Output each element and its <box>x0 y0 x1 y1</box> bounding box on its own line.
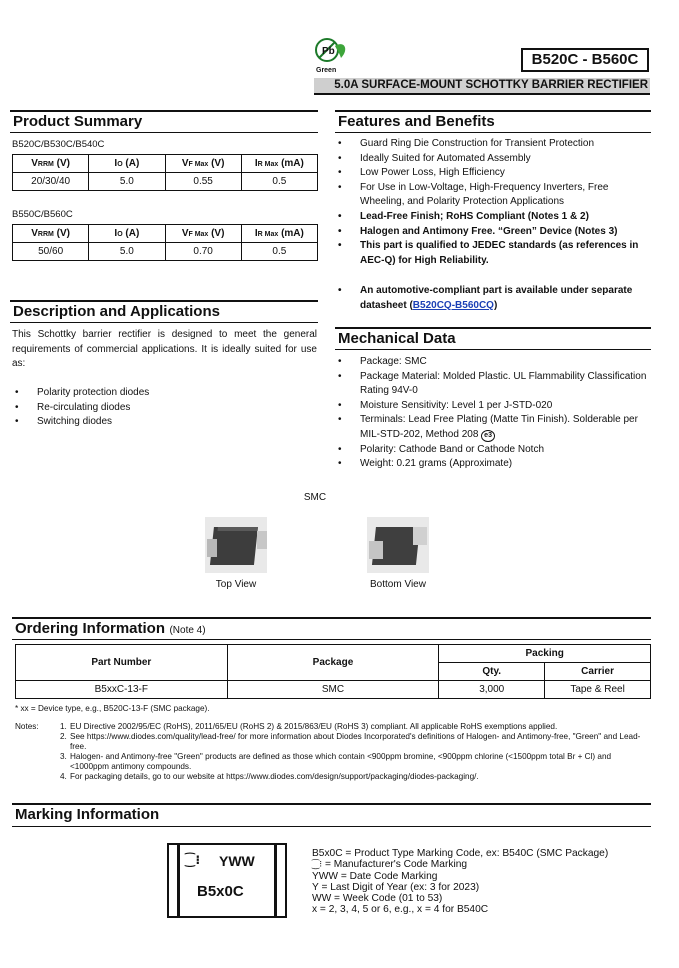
list-item: • Package Material: Molded Plastic. UL Flammability Classification Rating 94V-0 <box>336 370 650 399</box>
chip-product-code: B5x0C <box>197 883 244 900</box>
note-item: 2. See https://www.diodes.com/quality/lead-free/ for more information about Diodes Incorporated's definitions of Halogen- and Antimony-free, "Green" and Lead-free. <box>60 732 641 751</box>
list-item: • Weight: 0.21 grams (Approximate) <box>336 457 650 472</box>
subtitle-rule <box>314 93 650 95</box>
list-item: • Terminals: Lead Free Plating (Matte Tin Finish). Solderable per MIL-STD-202, Method 208 e3 <box>336 413 650 442</box>
section-rule <box>10 110 318 112</box>
top-view-caption: Top View <box>215 579 257 590</box>
bottom-view-caption: Bottom View <box>370 579 426 590</box>
table-row: 20/30/40 5.0 0.55 0.5 <box>13 173 318 191</box>
logo-label: Green <box>316 67 337 74</box>
legend-line: Y = Last Digit of Year (ex: 3 for 2023) <box>312 882 480 893</box>
mechanical-heading: Mechanical Data <box>338 330 456 347</box>
description-heading: Description and Applications <box>13 303 220 320</box>
e3-mark-icon: e3 <box>481 430 495 442</box>
section-rule <box>12 639 651 640</box>
part-range-title: B520C - B560C <box>521 48 649 72</box>
col-qty: Qty. <box>439 663 545 681</box>
automotive-note <box>336 284 650 313</box>
cathode-band <box>177 843 180 918</box>
list-item: • Lead-Free Finish; RoHS Compliant (Notes 1 & 2) <box>336 210 650 225</box>
legend-line: YWW = Date Code Marking <box>312 871 438 882</box>
automotive-datasheet-link[interactable]: B520CQ-B560CQ <box>412 299 494 311</box>
col-vf: VF Max (V) <box>165 155 241 173</box>
section-rule <box>335 327 651 329</box>
col-vf: VF Max (V) <box>165 225 241 243</box>
col-ir: IR Max (mA) <box>241 155 317 173</box>
package-label: SMC <box>303 492 327 503</box>
summary-group2-label: B550C/B560C <box>12 209 73 220</box>
list-item: • Switching diodes <box>13 415 313 430</box>
list-item: • Low Power Loss, High Efficiency <box>336 166 650 181</box>
list-item: • This part is qualified to JEDEC standards (as references in AEC-Q) for High Reliability. <box>336 239 650 268</box>
list-item: • Re-circulating diodes <box>13 401 313 416</box>
smc-top-view-icon <box>205 517 267 573</box>
applications-list <box>13 386 313 430</box>
features-heading: Features and Benefits <box>338 113 495 130</box>
list-item: • Polarity protection diodes <box>13 386 313 401</box>
section-rule <box>12 826 651 827</box>
col-io: IO (A) <box>89 155 165 173</box>
list-item: • For Use in Low-Voltage, High-Frequency Inverters, Free Wheeling, and Polarity Protection Applications <box>336 181 650 210</box>
note-item: 1. EU Directive 2002/95/EC (RoHS), 2011/65/EU (RoHS 2) & 2015/863/EU (RoHS 3) compliant. All applicable RoHS exemptions applied. <box>60 722 558 731</box>
list-item: • An automotive-compliant part is available under separate datasheet (B520CQ-B560CQ) <box>336 284 650 313</box>
ordering-note-ref: (Note 4) <box>169 625 206 636</box>
col-package: Package <box>227 645 439 681</box>
note-item: 3. Halogen- and Antimony-free "Green" products are defined as those which contain <900ppm bromine, <900ppm chlorine (<1500ppm total Br + Cl) and <1000ppm antimony compounds. <box>60 752 612 771</box>
summary-group1-label: B520C/B530C/B540C <box>12 139 105 150</box>
section-rule <box>335 110 651 112</box>
summary-table-1 <box>12 154 318 191</box>
chip-edge <box>274 843 277 918</box>
col-io: IO (A) <box>89 225 165 243</box>
chip-date-code: YWW <box>219 853 255 869</box>
col-vrrm: VRRM (V) <box>13 155 89 173</box>
legend-line: x = 2, 3, 4, 5 or 6, e.g., x = 4 for B540C <box>312 904 489 915</box>
list-item: • Moisture Sensitivity: Level 1 per J-STD-020 <box>336 399 650 414</box>
manufacturer-code-mark-icon: ⁐⁝ <box>185 853 201 867</box>
list-item: • Halogen and Antimony Free. “Green” Device (Notes 3) <box>336 225 650 240</box>
section-rule <box>10 132 318 133</box>
section-rule <box>335 132 651 133</box>
col-ir: IR Max (mA) <box>241 225 317 243</box>
list-item: • Ideally Suited for Automated Assembly <box>336 152 650 167</box>
table-row: B5xxC-13-F SMC 3,000 Tape & Reel <box>16 681 651 699</box>
legend-line: WW = Week Code (01 to 53) <box>312 893 443 904</box>
notes-label: Notes: <box>15 722 39 731</box>
pb-free-green-logo-icon <box>311 36 351 76</box>
features-list <box>336 137 650 268</box>
notes-list <box>60 722 650 782</box>
summary-table-2 <box>12 224 318 261</box>
section-rule <box>10 300 318 302</box>
manufacturer-code-mark-icon: ⁐⁝ <box>312 860 323 870</box>
document-subtitle: 5.0A SURFACE-MOUNT SCHOTTKY BARRIER RECTIFIER <box>314 78 650 93</box>
logo-letters: Pb <box>322 46 335 57</box>
section-rule <box>12 803 651 805</box>
product-summary-heading: Product Summary <box>13 113 143 130</box>
section-rule <box>12 617 651 619</box>
ordering-heading: Ordering Information (Note 4) <box>15 620 206 637</box>
marking-legend <box>312 848 652 915</box>
marking-chip-outline <box>167 843 287 918</box>
ordering-table <box>15 644 651 699</box>
list-item: • Polarity: Cathode Band or Cathode Notch <box>336 443 650 458</box>
description-text: This Schottky barrier rectifier is designed to meet the general requirements of commercial applications. It is ideally suited for use as: <box>12 329 317 369</box>
col-vrrm: VRRM (V) <box>13 225 89 243</box>
col-carrier: Carrier <box>545 663 651 681</box>
section-rule <box>10 322 318 323</box>
legend-line: B5x0C = Product Type Marking Code, ex: B540C (SMC Package) <box>312 848 609 859</box>
note-item: 4. For packaging details, go to our website at https://www.diodes.com/design/support/packaging/diodes-packaging/. <box>60 772 479 781</box>
smc-bottom-view-icon <box>367 517 429 573</box>
marking-heading: Marking Information <box>15 806 160 823</box>
table-row: 50/60 5.0 0.70 0.5 <box>13 243 318 261</box>
col-part-number: Part Number <box>16 645 228 681</box>
legend-line: ⁐⁝ = Manufacturer's Code Marking <box>312 859 468 870</box>
ordering-footnote: * xx = Device type, e.g., B520C-13-F (SMC package). <box>15 704 210 713</box>
list-item: • Guard Ring Die Construction for Transient Protection <box>336 137 650 152</box>
mechanical-list <box>336 355 650 472</box>
list-item: • Package: SMC <box>336 355 650 370</box>
section-rule <box>335 349 651 350</box>
col-packing: Packing <box>439 645 651 663</box>
